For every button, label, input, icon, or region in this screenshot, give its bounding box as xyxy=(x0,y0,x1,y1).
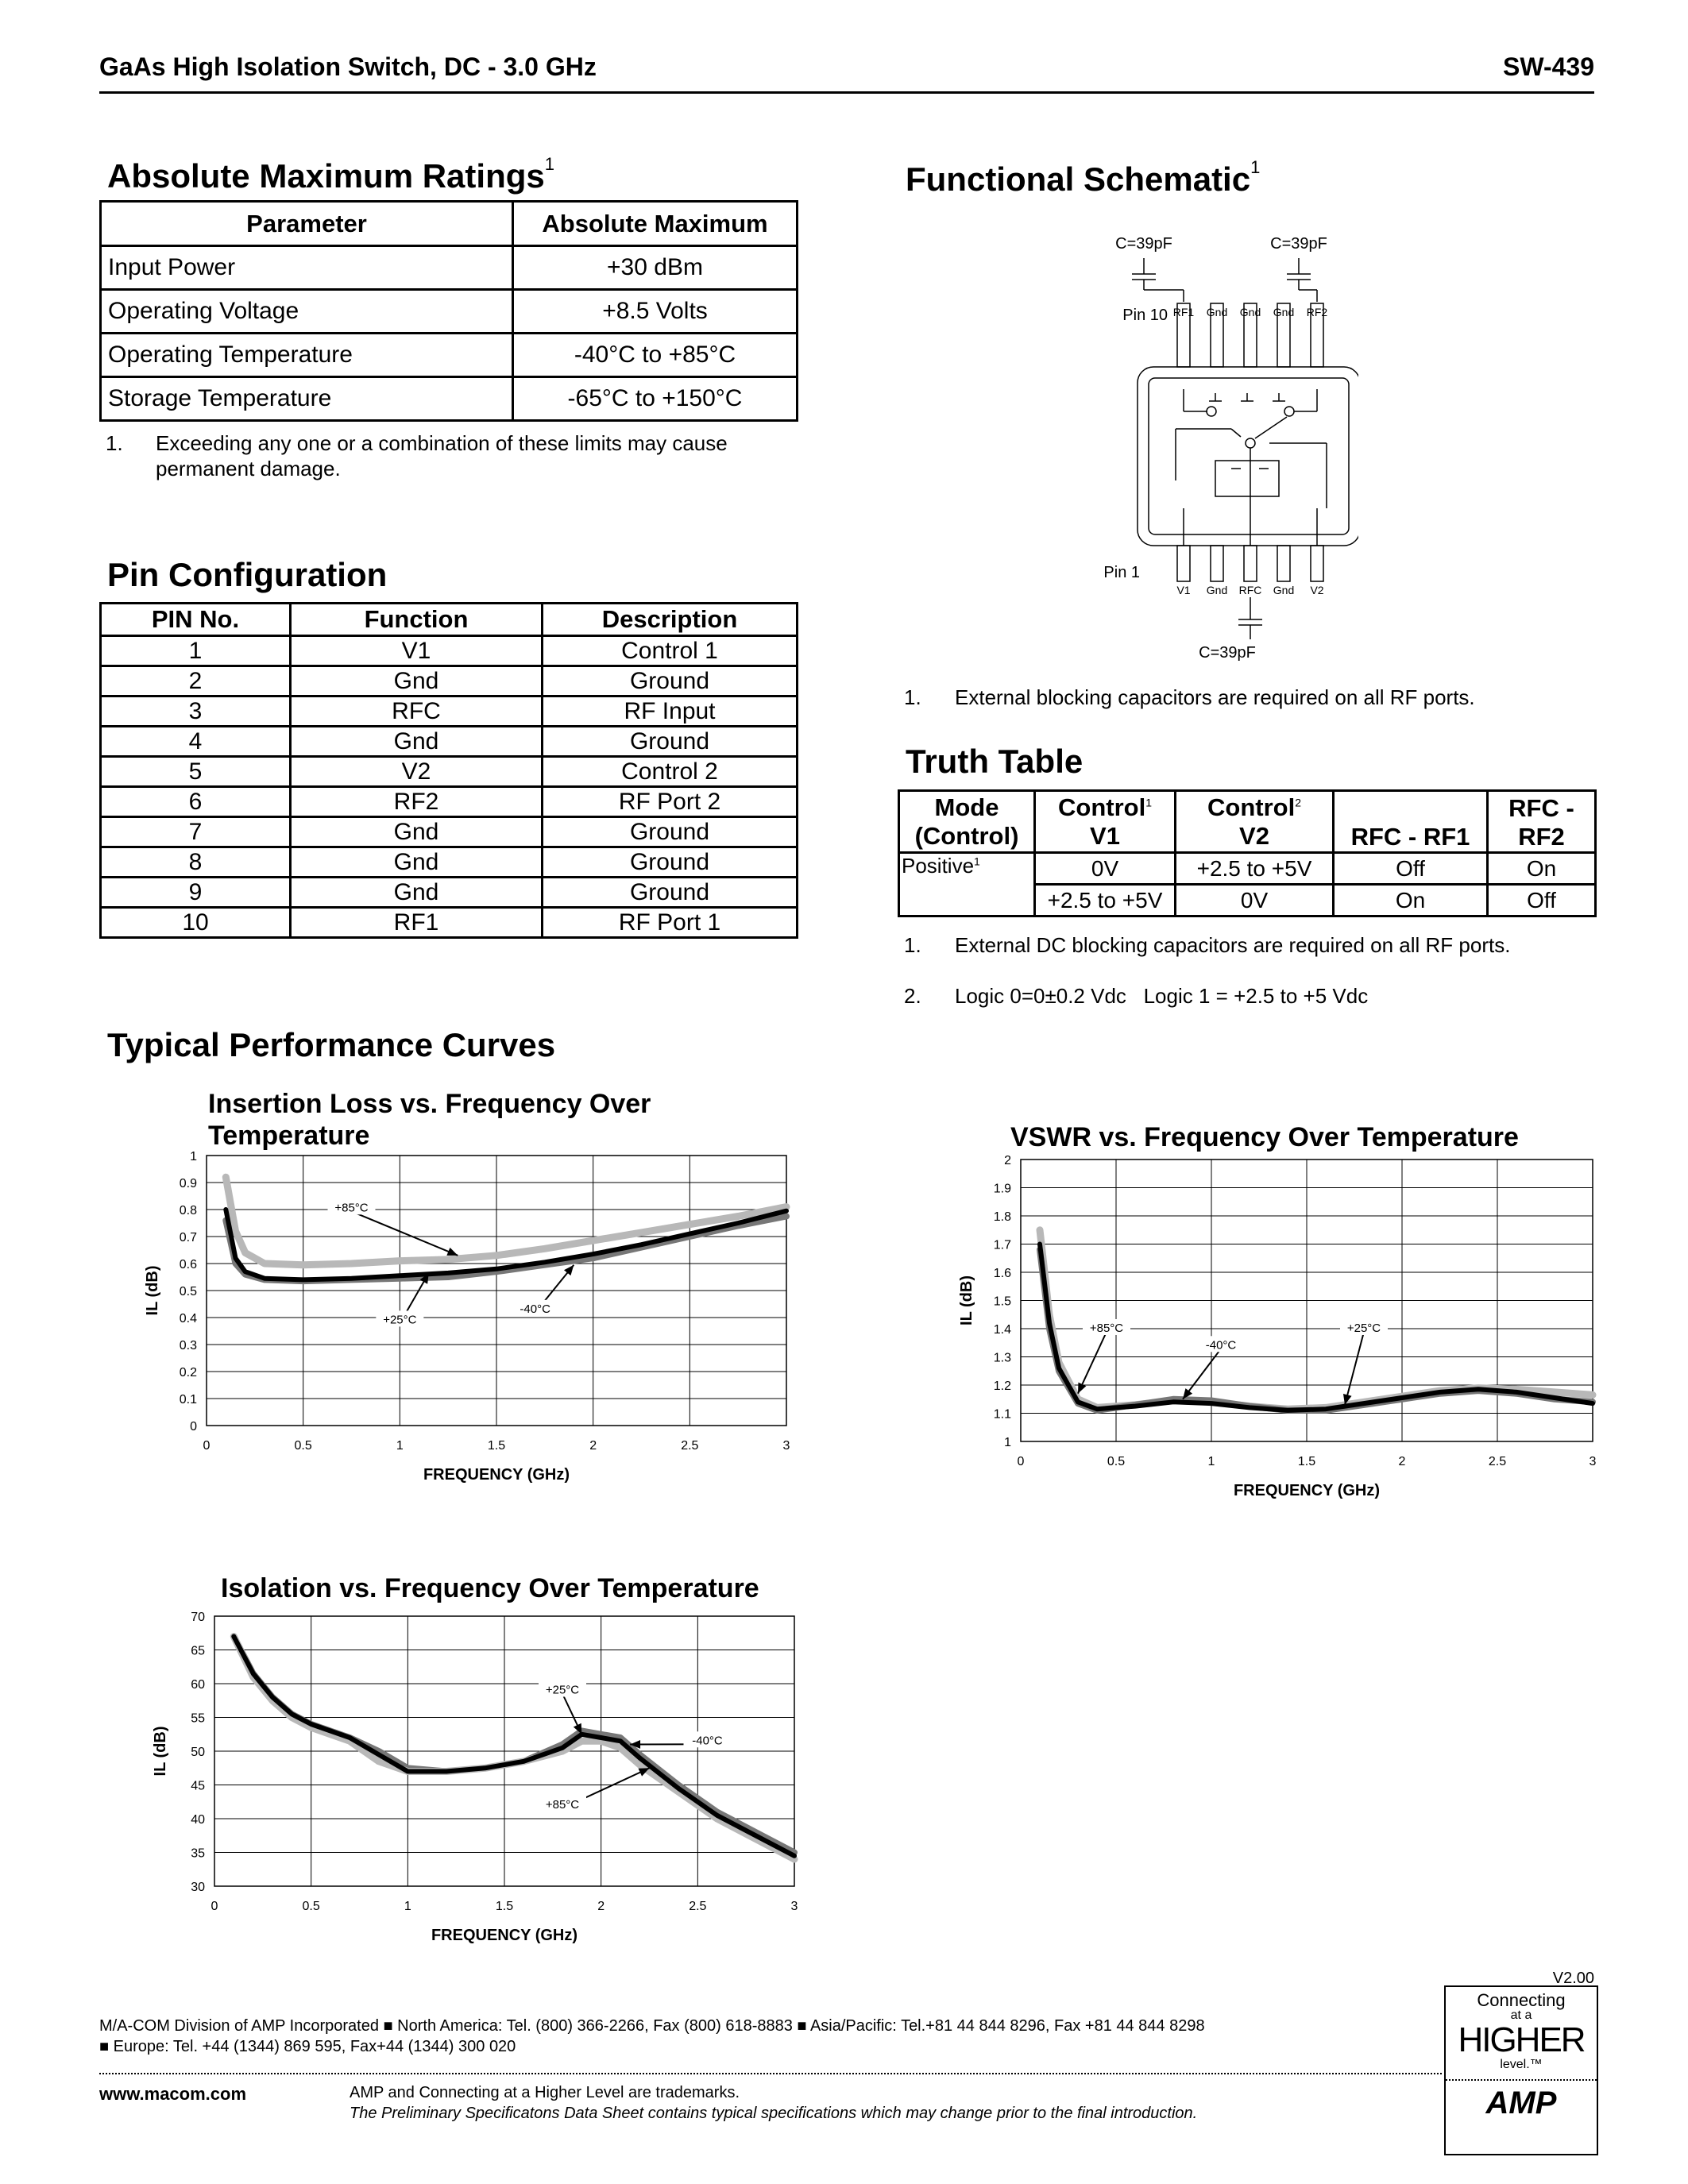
y-tick-label: 0.2 xyxy=(179,1366,197,1379)
bottom-pin-label: V2 xyxy=(1310,584,1324,596)
truth-header-rf1: RFC - RF1 xyxy=(1334,791,1488,853)
connecting-higher-level-logo xyxy=(1444,1985,1598,2155)
pin-cell: RFC xyxy=(291,696,543,727)
x-axis-label: FREQUENCY (GHz) xyxy=(1233,1482,1381,1499)
annotation-label: +85°C xyxy=(545,1798,580,1812)
pin-cell: Ground xyxy=(543,847,798,878)
pin-cell: Gnd xyxy=(291,727,543,757)
footer-contact-line2: ■ Europe: Tel. +44 (1344) 869 595, Fax+44 (1344) 300 020 xyxy=(99,2038,516,2055)
pin-row xyxy=(101,666,798,696)
document-title: GaAs High Isolation Switch, DC - 3.0 GHz xyxy=(99,52,597,81)
logo-divider xyxy=(1446,2079,1597,2081)
truth-cell: On xyxy=(1488,853,1596,885)
truth-header-mode xyxy=(899,791,1035,853)
truth-note-num: 1. xyxy=(904,933,921,957)
y-axis-label: IL (dB) xyxy=(152,1726,169,1777)
ratings-title-text: Absolute Maximum Ratings xyxy=(107,157,545,195)
x-tick-label: 0 xyxy=(203,1439,211,1453)
truth-header-control2: Control xyxy=(1207,793,1296,821)
y-tick-label: 1.6 xyxy=(993,1267,1011,1280)
truth-note: Logic 0=0±0.2 Vdc Logic 1 = +2.5 to +5 Vdc xyxy=(955,984,1369,1008)
footer-divider xyxy=(99,2073,1442,2074)
pin10-label: Pin 10 xyxy=(1122,307,1168,324)
ratings-title xyxy=(107,154,554,195)
truth-mode-sup: 1 xyxy=(974,855,980,868)
pins-title: Pin Configuration xyxy=(107,556,388,593)
pin-cell: 7 xyxy=(101,817,291,847)
pin-row xyxy=(101,878,798,908)
ratings-table xyxy=(99,200,798,422)
bottom-pin-label: Gnd xyxy=(1273,584,1295,596)
vswr-chart xyxy=(925,1148,1609,1505)
truth-cell: Off xyxy=(1334,853,1488,885)
logo-line2: at a xyxy=(1510,2008,1532,2022)
ratings-row xyxy=(101,334,798,377)
part-number: SW-439 xyxy=(1503,52,1594,81)
ratings-cell: -40°C to +85°C xyxy=(513,334,798,377)
ratings-cell: Operating Temperature xyxy=(101,334,513,377)
ratings-note: Exceeding any one or a combination of these limits may cause permanent damage. xyxy=(156,431,728,480)
schematic-title-sup: 1 xyxy=(1250,157,1261,177)
truth-mode-cell xyxy=(899,853,1035,916)
pin-row xyxy=(101,696,798,727)
il-chart-title xyxy=(208,1088,651,1152)
truth-header-control2-sup: 2 xyxy=(1295,796,1301,809)
truth-header-mode-line1: Mode xyxy=(934,793,999,821)
pin-cell: Gnd xyxy=(291,666,543,696)
truth-note: External DC blocking capacitors are required on all RF ports. xyxy=(955,933,1511,957)
footer-contact-line1: M/A-COM Division of AMP Incorporated ■ North America: Tel. (800) 366-2266, Fax (800) 618-8883 ■ Asia/Pacific: Tel.+81 44 844 8296, Fax +81 44 844 8298 xyxy=(99,2017,1205,2035)
pin-row xyxy=(101,817,798,847)
y-tick-label: 0.4 xyxy=(179,1312,197,1325)
disclaimer-note: The Preliminary Specificatons Data Sheet contains typical specifications which may change prior to the final introduction. xyxy=(350,2105,1198,2122)
ratings-cell: Operating Voltage xyxy=(101,290,513,334)
truth-cell: On xyxy=(1334,885,1488,916)
pin-row xyxy=(101,757,798,787)
logo-line4: level.™ xyxy=(1500,2058,1543,2071)
ratings-cell: +8.5 Volts xyxy=(513,290,798,334)
curves-title: Typical Performance Curves xyxy=(107,1026,556,1063)
pin-cell: RF Port 1 xyxy=(543,908,798,938)
x-tick-label: 2 xyxy=(589,1439,597,1453)
truth-mode-text: Positive xyxy=(902,854,975,878)
truth-cell: +2.5 to +5V xyxy=(1035,885,1176,916)
pin-cell: 10 xyxy=(101,908,291,938)
pin-row xyxy=(101,636,798,666)
y-tick-label: 30 xyxy=(191,1881,205,1894)
pin-cell: 8 xyxy=(101,847,291,878)
y-tick-label: 45 xyxy=(191,1779,205,1793)
y-tick-label: 1.1 xyxy=(993,1407,1011,1422)
truth-cell: 0V xyxy=(1176,885,1334,916)
truth-header-v2 xyxy=(1176,791,1334,853)
pin-row xyxy=(101,908,798,938)
pin-row xyxy=(101,847,798,878)
header-rule xyxy=(99,91,1594,94)
truth-title: Truth Table xyxy=(906,743,1083,780)
x-tick-label: 2 xyxy=(597,1900,605,1913)
ratings-cell: +30 dBm xyxy=(513,246,798,290)
bottom-pin-label: RFC xyxy=(1238,584,1262,596)
pin-cell: RF Input xyxy=(543,696,798,727)
pin-cell: Gnd xyxy=(291,817,543,847)
annotation-label: -40°C xyxy=(692,1734,723,1748)
y-tick-label: 60 xyxy=(191,1678,205,1692)
ratings-title-sup: 1 xyxy=(544,154,554,174)
x-tick-label: 2.5 xyxy=(1488,1455,1507,1468)
pin-row xyxy=(101,727,798,757)
y-tick-label: 1 xyxy=(1004,1436,1011,1449)
y-tick-label: 1 xyxy=(190,1150,197,1163)
bottom-pin-label: Gnd xyxy=(1206,584,1228,596)
ratings-row xyxy=(101,246,798,290)
cap-top-right-label: C=39pF xyxy=(1270,235,1327,253)
pins-header-no: PIN No. xyxy=(101,604,291,636)
x-tick-label: 0.5 xyxy=(294,1439,312,1453)
y-tick-label: 1.2 xyxy=(993,1379,1011,1393)
x-tick-label: 3 xyxy=(782,1439,790,1453)
isolation-chart-title: Isolation vs. Frequency Over Temperature xyxy=(221,1573,759,1603)
x-tick-label: 0.5 xyxy=(302,1900,320,1913)
ratings-row xyxy=(101,377,798,421)
top-pin-label: RF2 xyxy=(1306,306,1328,318)
y-tick-label: 0.8 xyxy=(179,1204,197,1217)
annotation-label: +85°C xyxy=(1089,1322,1124,1335)
pin-cell: Ground xyxy=(543,727,798,757)
truth-cell: +2.5 to +5V xyxy=(1176,853,1334,885)
truth-cell: 0V xyxy=(1035,853,1176,885)
y-tick-label: 0.9 xyxy=(179,1177,197,1190)
pin-cell: V1 xyxy=(291,636,543,666)
x-tick-label: 1 xyxy=(404,1900,411,1913)
vswr-chart-title: VSWR vs. Frequency Over Temperature xyxy=(1010,1122,1519,1152)
y-tick-label: 65 xyxy=(191,1644,205,1658)
truth-header-v1-label: V1 xyxy=(1090,821,1120,850)
y-tick-label: 40 xyxy=(191,1813,205,1827)
x-tick-label: 2.5 xyxy=(689,1900,707,1913)
pin-cell: Gnd xyxy=(291,878,543,908)
x-tick-label: 0.5 xyxy=(1107,1455,1126,1468)
x-tick-label: 2.5 xyxy=(681,1439,699,1453)
il-chart-title-line2: Temperature xyxy=(208,1121,370,1151)
schematic-note-num: 1. xyxy=(904,685,921,709)
y-tick-label: 70 xyxy=(191,1611,205,1624)
y-axis-label: IL (dB) xyxy=(144,1265,161,1316)
pin-cell: Control 2 xyxy=(543,757,798,787)
truth-cell: Off xyxy=(1488,885,1596,916)
pin-cell: RF2 xyxy=(291,787,543,817)
annotation-label: -40°C xyxy=(520,1302,550,1316)
pin-cell: Control 1 xyxy=(543,636,798,666)
pin-cell: Ground xyxy=(543,817,798,847)
truth-table xyxy=(898,789,1597,917)
cap-top-left-label: C=39pF xyxy=(1115,235,1172,253)
pin-cell: RF Port 2 xyxy=(543,787,798,817)
pin-cell: Gnd xyxy=(291,847,543,878)
truth-header-v1 xyxy=(1035,791,1176,853)
truth-row xyxy=(899,853,1596,885)
pin-cell: Ground xyxy=(543,666,798,696)
pins-header-description: Description xyxy=(543,604,798,636)
bottom-pin-label: V1 xyxy=(1176,584,1191,596)
x-tick-label: 1 xyxy=(396,1439,404,1453)
truth-header-mode-line2: (Control) xyxy=(914,821,1019,850)
annotation-label: +25°C xyxy=(383,1313,417,1327)
annotation-label: -40°C xyxy=(1205,1338,1237,1352)
pin-cell: 3 xyxy=(101,696,291,727)
pin-cell: 6 xyxy=(101,787,291,817)
cap-bottom-label: C=39pF xyxy=(1199,644,1256,662)
x-axis-label: FREQUENCY (GHz) xyxy=(431,1927,578,1944)
schematic-title xyxy=(906,157,1261,199)
y-tick-label: 2 xyxy=(1004,1154,1011,1167)
x-tick-label: 3 xyxy=(790,1900,798,1913)
top-pin-label: RF1 xyxy=(1172,306,1195,318)
pin-cell: 2 xyxy=(101,666,291,696)
y-tick-label: 50 xyxy=(191,1746,205,1759)
ratings-cell: -65°C to +150°C xyxy=(513,377,798,421)
truth-header-control1-sup: 1 xyxy=(1145,796,1152,809)
logo-line3: HIGHER xyxy=(1458,2020,1585,2059)
top-pin-label: Gnd xyxy=(1206,306,1228,318)
truth-note-num: 2. xyxy=(904,984,921,1008)
pin-cell: 5 xyxy=(101,757,291,787)
y-tick-label: 0.6 xyxy=(179,1258,197,1271)
x-tick-label: 1 xyxy=(1207,1455,1215,1468)
pin1-label: Pin 1 xyxy=(1103,564,1140,581)
pin-cell: V2 xyxy=(291,757,543,787)
truth-header-rf2: RFC - RF2 xyxy=(1488,791,1596,853)
x-tick-label: 1.5 xyxy=(487,1439,506,1453)
pin-cell: 9 xyxy=(101,878,291,908)
x-axis-label: FREQUENCY (GHz) xyxy=(423,1466,570,1484)
truth-header-v2-label: V2 xyxy=(1239,821,1269,850)
top-pin-label: Gnd xyxy=(1273,306,1295,318)
top-pin-label: Gnd xyxy=(1239,306,1261,318)
y-tick-label: 0.5 xyxy=(179,1285,197,1298)
x-tick-label: 3 xyxy=(1589,1455,1597,1468)
annotation-label: +25°C xyxy=(1346,1322,1381,1335)
y-tick-label: 0.1 xyxy=(179,1393,197,1406)
pin-config-table xyxy=(99,602,798,939)
y-tick-label: 1.4 xyxy=(993,1323,1011,1337)
annotation-label: +85°C xyxy=(334,1201,369,1215)
isolation-chart xyxy=(135,1604,810,1962)
pin-row xyxy=(101,787,798,817)
schematic-note: External blocking capacitors are required on all RF ports. xyxy=(955,685,1475,709)
y-tick-label: 35 xyxy=(191,1846,205,1861)
ratings-row xyxy=(101,290,798,334)
y-tick-label: 0 xyxy=(190,1420,197,1433)
pins-header-function: Function xyxy=(291,604,543,636)
x-tick-label: 0 xyxy=(211,1900,218,1913)
trademark-note: AMP and Connecting at a Higher Level are trademarks. xyxy=(350,2084,740,2101)
pin-cell: 4 xyxy=(101,727,291,757)
y-tick-label: 0.7 xyxy=(179,1231,197,1244)
truth-header-control1: Control xyxy=(1058,793,1146,821)
logo-line1: Connecting xyxy=(1477,1990,1566,2010)
schematic-title-text: Functional Schematic xyxy=(906,160,1251,198)
amp-logo: AMP xyxy=(1485,2086,1557,2120)
x-tick-label: 2 xyxy=(1398,1455,1406,1468)
y-tick-label: 0.3 xyxy=(179,1339,197,1352)
y-tick-label: 1.5 xyxy=(993,1295,1011,1309)
y-tick-label: 1.9 xyxy=(993,1182,1011,1196)
pin-cell: 1 xyxy=(101,636,291,666)
y-axis-label: IL (dB) xyxy=(958,1275,975,1325)
version-label: V2.00 xyxy=(1552,1970,1594,1987)
y-tick-label: 1.8 xyxy=(993,1210,1011,1224)
ratings-cell: Input Power xyxy=(101,246,513,290)
pin-cell: RF1 xyxy=(291,908,543,938)
ratings-cell: Storage Temperature xyxy=(101,377,513,421)
ratings-header-max: Absolute Maximum xyxy=(513,202,798,246)
x-tick-label: 0 xyxy=(1017,1455,1025,1468)
y-tick-label: 1.3 xyxy=(993,1351,1011,1365)
insertion-loss-chart xyxy=(127,1144,802,1493)
functional-schematic-diagram xyxy=(1096,230,1358,675)
y-tick-label: 1.7 xyxy=(993,1238,1011,1252)
ratings-note-num: 1. xyxy=(106,431,123,455)
y-tick-label: 55 xyxy=(191,1711,205,1726)
x-tick-label: 1.5 xyxy=(1297,1455,1316,1468)
annotation-label: +25°C xyxy=(545,1683,580,1697)
ratings-header-parameter: Parameter xyxy=(101,202,513,246)
x-tick-label: 1.5 xyxy=(495,1900,514,1913)
il-chart-title-line1: Insertion Loss vs. Frequency Over xyxy=(208,1089,651,1119)
website-link[interactable]: www.macom.com xyxy=(99,2084,247,2104)
pin-cell: Ground xyxy=(543,878,798,908)
